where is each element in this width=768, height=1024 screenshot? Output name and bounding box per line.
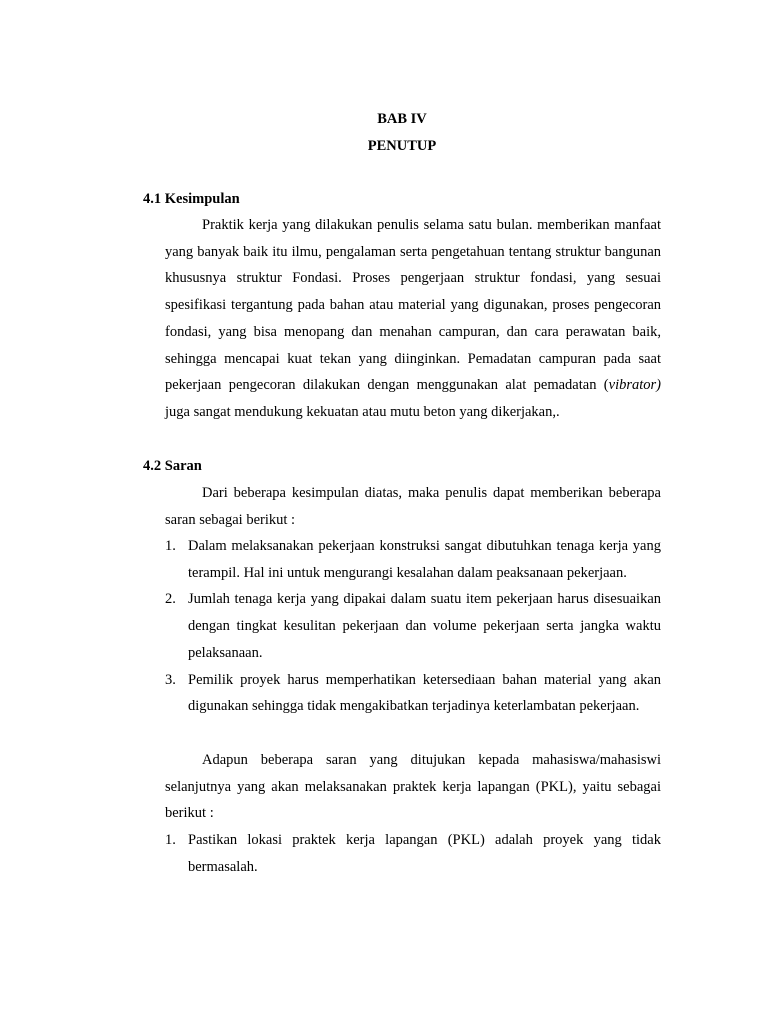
pkl-intro-paragraph [165, 747, 661, 827]
list-item-text: Pastikan lokasi praktek kerja lapangan (PKL) adalah proyek yang tidak bermasalah. [188, 832, 661, 875]
list-item [165, 533, 661, 586]
saran-list [165, 533, 661, 720]
list-item-number: 1. [165, 832, 176, 848]
list-item-number: 3. [165, 671, 176, 688]
pkl-intro-text: Adapun beberapa saran yang ditujukan kepada mahasiswa/mahasiswi selanjutnya yang akan melaksanakan praktek kerja lapangan (PKL), yaitu sebagai berikut : [165, 752, 661, 822]
saran-intro-paragraph [165, 480, 661, 533]
list-item-text: Dalam melaksanakan pekerjaan konstruksi sangat dibutuhkan tenaga kerja yang terampil. Hal ini untuk mengurangi kesalahan dalam peaksanaan pekerjaan. [188, 538, 661, 581]
list-item-number: 2. [165, 591, 176, 608]
chapter-title: PENUTUP [367, 138, 437, 154]
pkl-list [165, 827, 661, 880]
list-item-text: Pemilik proyek harus memperhatikan ketersediaan bahan material yang akan digunakan sehingga tidak mengakibatkan terjadinya keterlambatan pekerjaan. [188, 671, 661, 715]
kesimpulan-italic-term: vibrator) [608, 377, 661, 394]
list-item [165, 667, 661, 720]
list-item [165, 827, 661, 880]
list-item [165, 586, 661, 666]
kesimpulan-text: Praktik kerja yang dilakukan penulis selama satu bulan. memberikan manfaat yang banyak baik itu ilmu, pengalaman serta pengetahuan tentang struktur bangunan khususnya struktur Fondasi. Proses pengerjaan struktur fondasi, yang sesuai spesifikasi tergantung pada bahan atau material yang digunakan, proses pengecoran fondasi, yang bisa menopang dan menahan campuran, dan cara perawatan baik, sehingga mencapai kuat tekan yang diinginkan. Pemadatan campuran pada saat pekerjaan pengecoran dilakukan dengan menggunakan alat pemadatan ( [165, 217, 661, 394]
list-item-text: Jumlah tenaga kerja yang dipakai dalam suatu item pekerjaan harus disesuaikan dengan tingkat kesulitan pekerjaan dan volume pekerjaan serta jangka waktu pelaksanaan. [188, 591, 661, 661]
section-heading-kesimpulan: 4.1 Kesimpulan [143, 191, 240, 207]
kesimpulan-text-end: juga sangat mendukung kekuatan atau mutu beton yang dikerjakan,. [165, 403, 560, 420]
section-heading-saran: 4.2 Saran [143, 458, 202, 474]
chapter-number: BAB IV [377, 111, 427, 127]
saran-intro-text: Dari beberapa kesimpulan diatas, maka penulis dapat memberikan beberapa saran sebagai berikut : [165, 485, 661, 528]
kesimpulan-paragraph [165, 212, 661, 426]
list-item-number: 1. [165, 538, 176, 554]
